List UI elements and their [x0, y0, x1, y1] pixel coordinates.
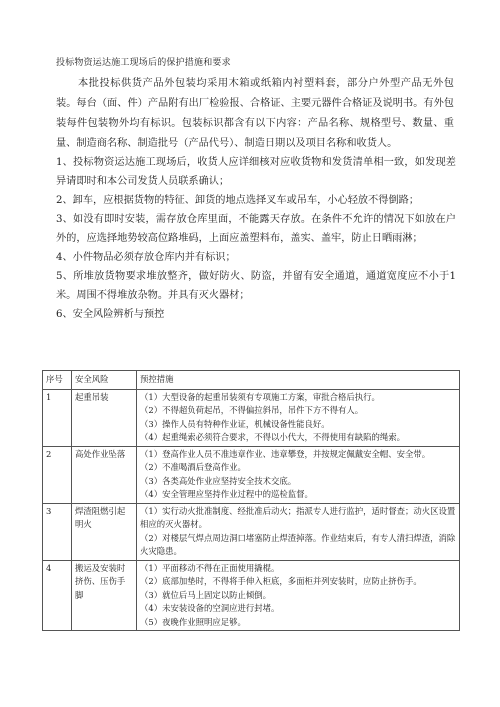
measure-line: （4）未安装设备的空洞应进行封堵。 [140, 603, 280, 613]
table-row [43, 503, 460, 560]
risk-table [42, 370, 460, 631]
row-no: 3 [43, 503, 72, 560]
table-row [43, 560, 460, 631]
requirement-item: 2、卸车，应根据货物的特征、卸货的地点选择叉车或吊车，小心轻放不得倒路； [56, 195, 420, 206]
row-measures [137, 389, 460, 446]
header-risk: 安全风险 [72, 371, 137, 390]
row-risk: 搬运及安装时挤伤、压伤手脚 [72, 560, 137, 631]
row-measures [137, 446, 460, 503]
document-title: 投标物资运达施工现场后的保护措施和要求 [56, 58, 231, 68]
requirements-list [56, 153, 456, 324]
requirement-item: 3、如没有即时安装，需存放仓库里面，不能露天存放。在条件不允许的情况下如放在户外的，应选择地势较高位路堆码，上面应盖塑料布，盖实、盖牢，防止日晒雨淋； [56, 214, 456, 244]
measure-line: （2）不得超负荷起吊，不得偏拉斜吊，吊件下方不得有人。 [140, 405, 364, 415]
row-measures [137, 560, 460, 631]
measure-line: （1）登高作业人员不准违章作业、违章攀登，并按规定佩戴安全帽、安全带。 [140, 448, 431, 459]
measure-line: （1）大型设备的起重吊装须有专项施工方案，审批合格后执行。 [140, 391, 380, 402]
measure-line: （5）夜晚作业照明应足够。 [140, 616, 246, 627]
requirement-item: 6、安全风险辨析与预控 [56, 309, 165, 320]
measure-line: （3）就位后马上固定以防止倾倒。 [140, 589, 271, 600]
measure-line: （2）不准喝酒后登高作业。 [140, 462, 246, 472]
row-risk: 焊渣阻燃引起明火 [72, 503, 137, 560]
table-row [43, 389, 460, 446]
requirement-item: 1、投标物资运达施工现场后，收货人应详细核对应收货物和发货清单相一致，如发现差异请即时和本公司发货人员联系确认； [56, 157, 456, 187]
row-risk: 起重吊装 [72, 389, 137, 446]
measure-line: （4）安全管理应坚持作业过程中的巡检监督。 [140, 489, 313, 499]
measure-line: （2）底部加垫时，不得将手伸入柜底，多面柜并列安装时，应防止挤伤手。 [140, 576, 422, 586]
measure-line: （4）起重绳索必须符合要求，不得以小代大，不得使用有缺陷的绳索。 [140, 432, 405, 442]
row-no: 1 [43, 389, 72, 446]
requirement-item: 5、所堆放货物要求堆放整齐，做好防火、防盗，并留有安全通道，通道宽度应不小于1米。周围不得堆放杂物。并具有灭火器材； [56, 271, 456, 301]
table-row [43, 446, 460, 503]
measure-line: （3）操作人员有特种作业证，机械设备性能良好。 [140, 418, 330, 429]
header-measures: 预控措施 [137, 371, 460, 390]
measure-line: （1）实行动火批准制度、经批准后动火；指派专人进行监护，适时督查；动火区设置相应的灭火器材。 [140, 505, 456, 529]
measure-line: （2）对楼层气焊点周边洞口堵塞防止焊渣掉落。作业结束后，有专人清扫焊渣，消除火灾隐患。 [140, 532, 456, 556]
row-no: 4 [43, 560, 72, 631]
requirement-item: 4、小件物品必须存放仓库内并有标识； [56, 252, 236, 263]
table-header-row [43, 371, 460, 390]
intro-paragraph: 本批投标供货产品外包装均采用木箱或纸箱内衬塑料套，部分户外型产品无外包装。每台（面、件）产品附有出厂检验报、合格证、主要元器件合格证及说明书。有外包装每件包装物外均有标识。包装标识都含有以下内容：产品名称、规格型号、数量、重量、制造商名称、制造批号（产品代号）、制造日期以及项目名称和收货人。 [56, 78, 454, 149]
measure-line: （3）各类高处作业应坚持安全技术交底。 [140, 475, 297, 486]
row-measures [137, 503, 460, 560]
measure-line: （1）平面移动不得在正面使用撬棍。 [140, 562, 280, 573]
header-no: 序号 [43, 371, 72, 390]
row-risk: 高处作业坠落 [72, 446, 137, 503]
row-no: 2 [43, 446, 72, 503]
